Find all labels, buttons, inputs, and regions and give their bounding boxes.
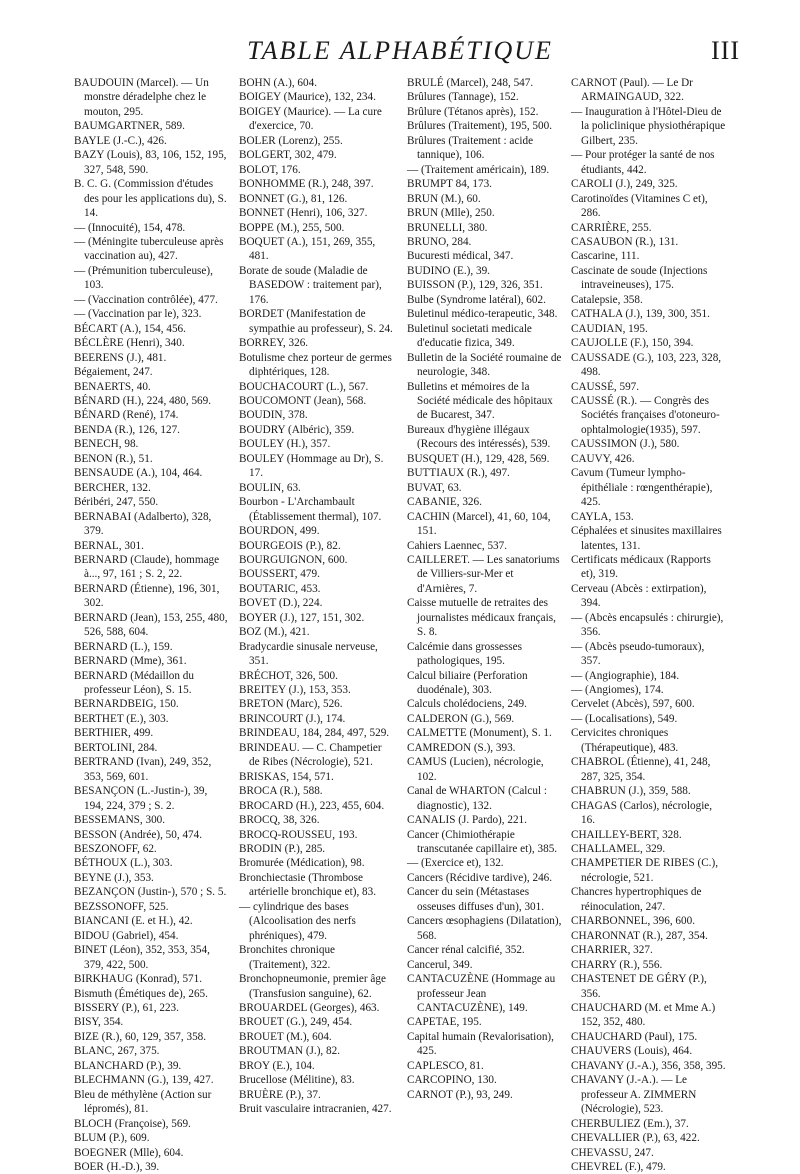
index-entry: BUSQUET (H.), 129, 428, 569. [407,452,550,465]
index-entry: CHERBULIEZ (Em.), 37. [571,1117,689,1130]
index-entry: Cancer du sein (Métastases osseuses diffuses d'un), 301. [407,886,545,913]
index-entry: Calculs cholédociens, 249. [407,698,527,711]
index-entry: CABANIE, 326. [407,496,482,509]
index-entry: — cylindrique des bases (Alcoolisation des nerfs phréniques), 479. [239,900,356,942]
index-entry: CAUSSÉ (R.). — Congrès des Sociétés françaises d'otoneuro-ophtalmologie(1935), 597. [571,394,720,436]
index-entry: Brucellose (Mélitine), 83. [239,1074,355,1087]
index-entry: BORREY, 326. [239,337,309,350]
index-entry: BAYLE (J.-C.), 426. [74,134,167,147]
index-entry: Bradycardie sinusale nerveuse, 351. [239,640,378,668]
index-entry: BOYER (J.), 127, 151, 302. [239,611,365,624]
index-entry: BOURGEOIS (P.), 82. [239,539,341,552]
index-entry: BLANCHARD (P.), 39. [74,1059,182,1072]
index-entry: — (Exercice et), 132. [407,857,504,870]
index-entry: — (Angiographie), 184. [571,669,680,682]
index-entry: Cervelet (Abcès), 597, 600. [571,698,695,711]
index-entry: BLANC, 267, 375. [74,1045,160,1058]
index-entry: Bulletin de la Société roumaine de neurologie, 348. [407,351,562,379]
index-entry: BRINCOURT (J.), 174. [239,712,346,725]
index-entry: Borate de soude (Maladie de BASEDOW : traitement par), 176. [239,264,382,306]
index-entry: BOUDRY (Albéric), 359. [239,423,355,436]
index-entry: BROUET (G.), 249, 454. [239,1016,353,1029]
index-entry: — (Prémunition tuberculeuse), 103. [74,264,213,292]
index-entry: Bucuresti médical, 347. [407,250,514,263]
index-entry: Cancer (Chimiothérapie transcutanée capillaire et), 385. [407,828,558,856]
index-entry: — (Méningite tuberculeuse après vaccination au), 427. [74,235,224,263]
index-entry: BERNARD (Jean), 153, 255, 480, 526, 588, 604. [74,611,228,639]
index-entry: BÉCART (A.), 154, 456. [74,322,186,335]
index-entry: BOEGNER (Mlle), 604. [74,1146,184,1159]
index-entry: Carotinoïdes (Vitamines C et), 286. [571,192,708,220]
index-entry: BREITEY (J.), 153, 353. [239,684,351,697]
index-entry: BONHOMME (R.), 248, 397. [239,178,374,191]
index-entry: — Pour protéger la santé de nos étudiants, 442. [571,149,715,176]
index-entry: Bromurée (Médication), 98. [239,857,365,870]
index-entry: Bronchites chronique (Traitement), 322. [239,944,336,971]
index-entry: BRETON (Marc), 526. [239,698,343,711]
index-entry: CHARBONNEL, 396, 600. [571,915,695,928]
index-entry: CAUSSIMON (J.), 580. [571,438,680,451]
index-entry: BERTOLINI, 284. [74,741,158,754]
index-column-2 [239,76,394,1117]
index-entry: CHAVANY (J.-A.), 356, 358, 395. [571,1059,726,1072]
index-entry: BROUET (M.), 604. [239,1030,332,1043]
index-entry: CANTACUZÈNE (Hommage au professeur Jean CANTACUZÈNE), 149. [407,973,556,1014]
index-entry: Brûlures (Traitement), 195, 500. [407,120,553,133]
index-entry: BAZY (Louis), 83, 106, 152, 195, 327, 548, 590. [74,149,227,176]
index-entry: BLOCH (Françoise), 569. [74,1117,191,1130]
index-entry: Cahiers Laennec, 537. [407,539,508,552]
index-entry: Canal de WHARTON (Calcul : diagnostic), 132. [407,785,547,812]
index-entry: — (Innocuité), 154, 478. [74,221,186,234]
index-entry: CHABRUN (J.), 359, 588. [571,785,691,798]
index-entry: BRUMPT 84, 173. [407,178,492,191]
index-entry: Buletinul societati medicale d'educatie fizica, 349. [407,322,532,350]
index-entry: B. C. G. (Commission d'études des pour les applications du), S. 14. [74,178,227,220]
index-entry: BEZANÇON (Justin-), 570 ; S. 5. [74,886,227,899]
index-entry: BRULÉ (Marcel), 248, 547. [407,77,534,89]
index-entry: BROCQ, 38, 326. [239,814,320,827]
index-entry: BOULIN, 63. [239,481,301,494]
index-entry: BOQUET (A.), 151, 269, 355, 481. [239,235,376,263]
index-entry: — (Angiomes), 174. [571,684,664,697]
index-entry: — Inauguration à l'Hôtel-Dieu de la policlinique physiothérapique Gilbert, 235. [571,105,726,147]
index-entry: BUDINO (E.), 39. [407,264,490,277]
index-entry: BONNET (Henri), 106, 327. [239,207,368,220]
index-entry: BERTHIER, 499. [74,727,154,740]
index-entry: CAPLESCO, 81. [407,1059,484,1072]
index-entry: Bégaiement, 247. [74,366,153,379]
index-entry: Catalepsie, 358. [571,293,643,306]
index-entry: BESANÇON (L.-Justin-), 39, 194, 224, 379 ; S. 2. [74,785,208,812]
index-entry: BINET (Léon), 352, 353, 354, 379, 422, 500. [74,944,210,971]
page-number: III [711,36,740,65]
index-entry: — (Vaccination contrôlée), 477. [74,293,218,306]
index-entry: Cascarine, 111. [571,250,640,263]
index-entry: BROUTMAN (J.), 82. [239,1045,340,1058]
index-entry: CHARRIER, 327. [571,944,653,957]
index-entry: BENECH, 98. [74,438,139,451]
index-entry: CHALLAMEL, 329. [571,843,666,856]
index-column-4 [571,76,726,1174]
index-entry: CAUSSADE (G.), 103, 223, 328, 498. [571,351,722,379]
index-entry: BOZ (M.), 421. [239,626,310,639]
index-entry: CACHIN (Marcel), 41, 60, 104, 151. [407,510,551,538]
index-entry: BIANCANI (E. et H.), 42. [74,915,193,928]
index-entry: CHAUVERS (Louis), 464. [571,1045,693,1058]
index-entry: CARNOT (Paul). — Le Dr ARMAINGAUD, 322. [571,77,693,104]
index-entry: BIZE (R.), 60, 129, 357, 358. [74,1030,207,1043]
index-entry: BRINDEAU. — C. Champetier de Ribes (Nécrologie), 521. [239,741,382,769]
index-entry: — (Vaccination par le), 323. [74,308,202,321]
index-entry: Bronchiectasie (Thrombose artérielle bronchique et), 83. [239,871,377,899]
index-entry: Béribéri, 247, 550. [74,496,159,509]
index-entry: Cancer rénal calcifié, 352. [407,944,525,957]
index-entry: BLUM (P.), 609. [74,1132,150,1145]
index-entry: BERNARD (Médaillon du professeur Léon), S. 15. [74,669,194,697]
index-entry: Caisse mutuelle de retraites des journalistes médicaux français, S. 8. [407,597,556,639]
index-entry: Brûlure (Tétanos après), 152. [407,105,539,118]
index-entry: BRUNELLI, 380. [407,221,488,234]
index-entry: CAROLI (J.), 249, 325. [571,178,678,191]
index-entry: BROUARDEL (Georges), 463. [239,1002,380,1014]
index-entry: BOUDIN, 378. [239,409,308,422]
index-entry: Bleu de méthylène (Action sur lépromés), 81. [74,1088,212,1116]
index-entry: BÉNARD (René), 174. [74,409,179,422]
index-entry: BRODIN (P.), 285. [239,843,326,856]
index-entry: BUVAT, 63. [407,481,462,494]
index-entry: BESSON (Andrée), 50, 474. [74,828,203,841]
index-entry: — (Abcès encapsulés : chirurgie), 356. [571,611,724,639]
index-entry: CAILLERET. — Les sanatoriums de Villiers-sur-Mer et d'Arnières, 7. [407,553,560,595]
index-entry: BORDET (Manifestation de sympathie au professeur), S. 24. [239,308,393,335]
index-entry: — (Abcès pseudo-tumoraux), 357. [571,640,705,668]
index-entry: Bureaux d'hygiène illégaux (Recours des intéressés), 539. [407,423,551,451]
index-entry: Bourbon - L'Archambault (Établissement thermal), 107. [239,496,382,523]
index-entry: BERNARD (L.), 159. [74,640,173,653]
index-entry: BERNARD (Claude), hommage à..., 97, 161 ; S. 2, 22. [74,553,220,581]
index-entry: BRUN (M.), 60. [407,192,481,205]
index-entry: BROCARD (H.), 223, 455, 604. [239,799,385,812]
index-entry: CALDERON (G.), 569. [407,712,515,725]
index-entry: BRISKAS, 154, 571. [239,770,334,783]
index-entry: Cancers œsophagiens (Dilatation), 568. [407,915,562,942]
index-entry: CHAILLEY-BERT, 328. [571,828,682,841]
index-entry: CAMREDON (S.), 393. [407,741,516,754]
page-title: TABLE ALPHABÉTIQUE [247,36,553,65]
index-entry: BRUN (Mlle), 250. [407,207,495,220]
index-entry: BIDOU (Gabriel), 454. [74,929,179,942]
index-entry: Brûlures (Traitement : acide tannique), 106. [407,134,534,162]
index-entry: BOIGEY (Maurice). — La cure d'exercice, 70. [239,105,382,133]
index-column-3 [407,76,562,1102]
index-entry: Cavum (Tumeur lympho-épithéliale : rœngenthérapie), 425. [571,467,713,509]
index-entry: CAYLA, 153. [571,510,634,523]
index-entry: Cancers (Récidive tardive), 246. [407,871,553,884]
index-entry: BRUNO, 284. [407,235,472,248]
index-entry: BERNARD (Mme), 361. [74,655,187,668]
index-entry: Bismuth (Émétiques de), 265. [74,987,208,1000]
page-header [40,22,760,65]
index-entry: BEZSSONOFF, 525. [74,900,169,913]
index-entry: BOUTARIC, 453. [239,582,321,595]
index-entry: Cancerul, 349. [407,958,473,971]
index-entry: Cerveau (Abcès : extirpation), 394. [571,582,707,610]
index-entry: CHARONNAT (R.), 287, 354. [571,929,708,942]
index-entry: BERNAL, 301. [74,539,144,552]
index-entry: Bulbe (Syndrome latéral), 602. [407,293,546,306]
index-entry: BISSERY (P.), 61, 223. [74,1002,179,1014]
index-entry: BEYNE (J.), 353. [74,871,154,884]
index-columns [74,76,734,1173]
index-entry: BOVET (D.), 224. [239,597,323,610]
index-entry: BENAERTS, 40. [74,380,151,393]
index-entry: BERTHET (E.), 303. [74,712,169,725]
index-entry: BESZONOFF, 62. [74,843,157,856]
index-entry: CAPETAE, 195. [407,1016,482,1029]
index-entry: CAUJOLLE (F.), 150, 394. [571,337,694,350]
index-entry: BENSAUDE (A.), 104, 464. [74,467,203,480]
index-entry: BÉCLÈRE (Henri), 340. [74,337,185,350]
index-entry: CAUDIAN, 195. [571,322,648,335]
index-entry: CARNOT (P.), 93, 249. [407,1088,513,1101]
index-entry: BOLGERT, 302, 479. [239,149,337,162]
index-entry: BERTRAND (Ivan), 249, 352, 353, 569, 601. [74,756,212,783]
index-entry: CHAVANY (J.-A.). — Le professeur A. ZIMMERN (Nécrologie), 523. [571,1074,697,1116]
index-entry: CHAUCHARD (Paul), 175. [571,1030,698,1043]
index-entry: BÉTHOUX (L.), 303. [74,857,173,870]
index-entry: BOIGEY (Maurice), 132, 234. [239,91,376,104]
index-entry: CHABROL (Étienne), 41, 248, 287, 325, 354. [571,756,711,783]
index-entry: CARRIÈRE, 255. [571,221,652,234]
index-entry: CATHALA (J.), 139, 300, 351. [571,308,710,321]
index-entry: BERCHER, 132. [74,481,151,494]
index-entry: CHEVALLIER (P.), 63, 422. [571,1132,700,1145]
index-entry: CHARRY (R.), 556. [571,958,663,971]
index-entry: BOUCHACOURT (L.), 567. [239,380,369,393]
index-entry: CAUVY, 426. [571,452,635,465]
index-entry: BOULEY (H.), 357. [239,438,331,451]
index-entry: CARCOPINO, 130. [407,1074,497,1087]
index-entry: Capital humain (Revalorisation), 425. [407,1030,554,1058]
index-entry: BERNABAI (Adalberto), 328, 379. [74,510,212,538]
index-entry: CAUSSÉ, 597. [571,380,640,393]
index-entry: BOPPE (M.), 255, 500. [239,221,345,234]
index-entry: BAUMGARTNER, 589. [74,120,185,133]
index-entry: BUTTIAUX (R.), 497. [407,467,510,480]
index-entry: CHAUCHARD (M. et Mme A.) 152, 352, 480. [571,1002,716,1029]
index-entry: BEERENS (J.), 481. [74,351,167,364]
index-entry: BERNARDBEIG, 150. [74,698,179,711]
index-entry: Certificats médicaux (Rapports et), 319. [571,553,711,581]
index-entry: BUISSON (P.), 129, 326, 351. [407,279,543,292]
index-entry: BOHN (A.), 604. [239,77,317,89]
index-entry: CHEVREL (F.), 479. [571,1160,666,1173]
index-entry: BOURGUIGNON, 600. [239,553,348,566]
index-entry: BESSEMANS, 300. [74,814,166,827]
index-entry: Céphalées et sinusites maxillaires latentes, 131. [571,525,722,552]
index-entry: CHAMPETIER DE RIBES (C.), nécrologie, 521. [571,857,718,884]
index-entry: Cervicites chroniques (Thérapeutique), 483. [571,727,679,754]
index-entry: Bulletins et mémoires de la Société médicale des hôpitaux de Bucarest, 347. [407,380,553,422]
index-entry: BAUDOUIN (Marcel). — Un monstre déradelphe chez le mouton, 295. [74,77,209,118]
index-entry: CHEVASSU, 247. [571,1146,654,1159]
index-entry: BONNET (G.), 81, 126. [239,192,348,205]
index-entry: BOUSSERT, 479. [239,568,320,581]
index-entry: BOUCOMONT (Jean), 568. [239,394,367,407]
index-entry: CAMUS (Lucien), nécrologie, 102. [407,756,544,783]
index-entry: BRUÈRE (P.), 37. [239,1088,321,1101]
index-entry: BROY (E.), 104. [239,1059,315,1072]
index-entry: Brûlures (Tannage), 152. [407,91,519,104]
index-entry: BROCQ-ROUSSEU, 193. [239,828,358,841]
index-column-1 [74,76,229,1174]
index-entry: Bruit vasculaire intracranien, 427. [239,1103,392,1116]
index-entry: Calcémie dans grossesses pathologiques, 195. [407,640,522,668]
index-entry: BOER (H.-D.), 39. [74,1160,160,1173]
index-entry: CASAUBON (R.), 131. [571,235,679,248]
index-entry: BERNARD (Étienne), 196, 301, 302. [74,582,220,610]
index-entry: BLECHMANN (G.), 139, 427. [74,1074,214,1087]
index-entry: BRÉCHOT, 326, 500. [239,669,338,682]
index-entry: BOURDON, 499. [239,525,320,538]
index-entry: Chancres hypertrophiques de réinoculation, 247. [571,886,702,913]
index-entry: BROCA (R.), 588. [239,785,323,798]
index-entry: Botulisme chez porteur de germes diphtériques, 128. [239,351,392,379]
index-entry: BOLER (Lorenz), 255. [239,134,343,147]
index-entry: BOULEY (Hommage au Dr), S. 17. [239,452,384,480]
index-entry: CALMETTE (Monument), S. 1. [407,727,552,740]
index-entry: BISY, 354. [74,1016,124,1029]
index-entry: CHAGAS (Carlos), nécrologie, 16. [571,799,713,827]
index-entry: Bronchopneumonie, premier âge (Transfusion sanguine), 62. [239,973,386,1000]
index-entry: — (Localisations), 549. [571,712,678,725]
index-entry: BÉNARD (H.), 224, 480, 569. [74,394,212,407]
index-entry: CANALIS (J. Pardo), 221. [407,814,527,827]
index-entry: BENDA (R.), 126, 127. [74,423,180,436]
index-entry: BENON (R.), 51. [74,452,153,465]
index-entry: — (Traitement américain), 189. [407,163,550,176]
index-entry: BOLOT, 176. [239,163,301,176]
index-entry: Buletinul médico-terapeutic, 348. [407,308,558,321]
index-entry: Cascinate de soude (Injections intraveineuses), 175. [571,264,708,292]
index-entry: Calcul biliaire (Perforation duodénale), 303. [407,669,528,697]
index-entry: CHASTENET DE GÉRY (P.), 356. [571,973,707,1000]
index-entry: BIRKHAUG (Konrad), 571. [74,973,203,986]
index-entry: BRINDEAU, 184, 284, 497, 529. [239,727,390,740]
